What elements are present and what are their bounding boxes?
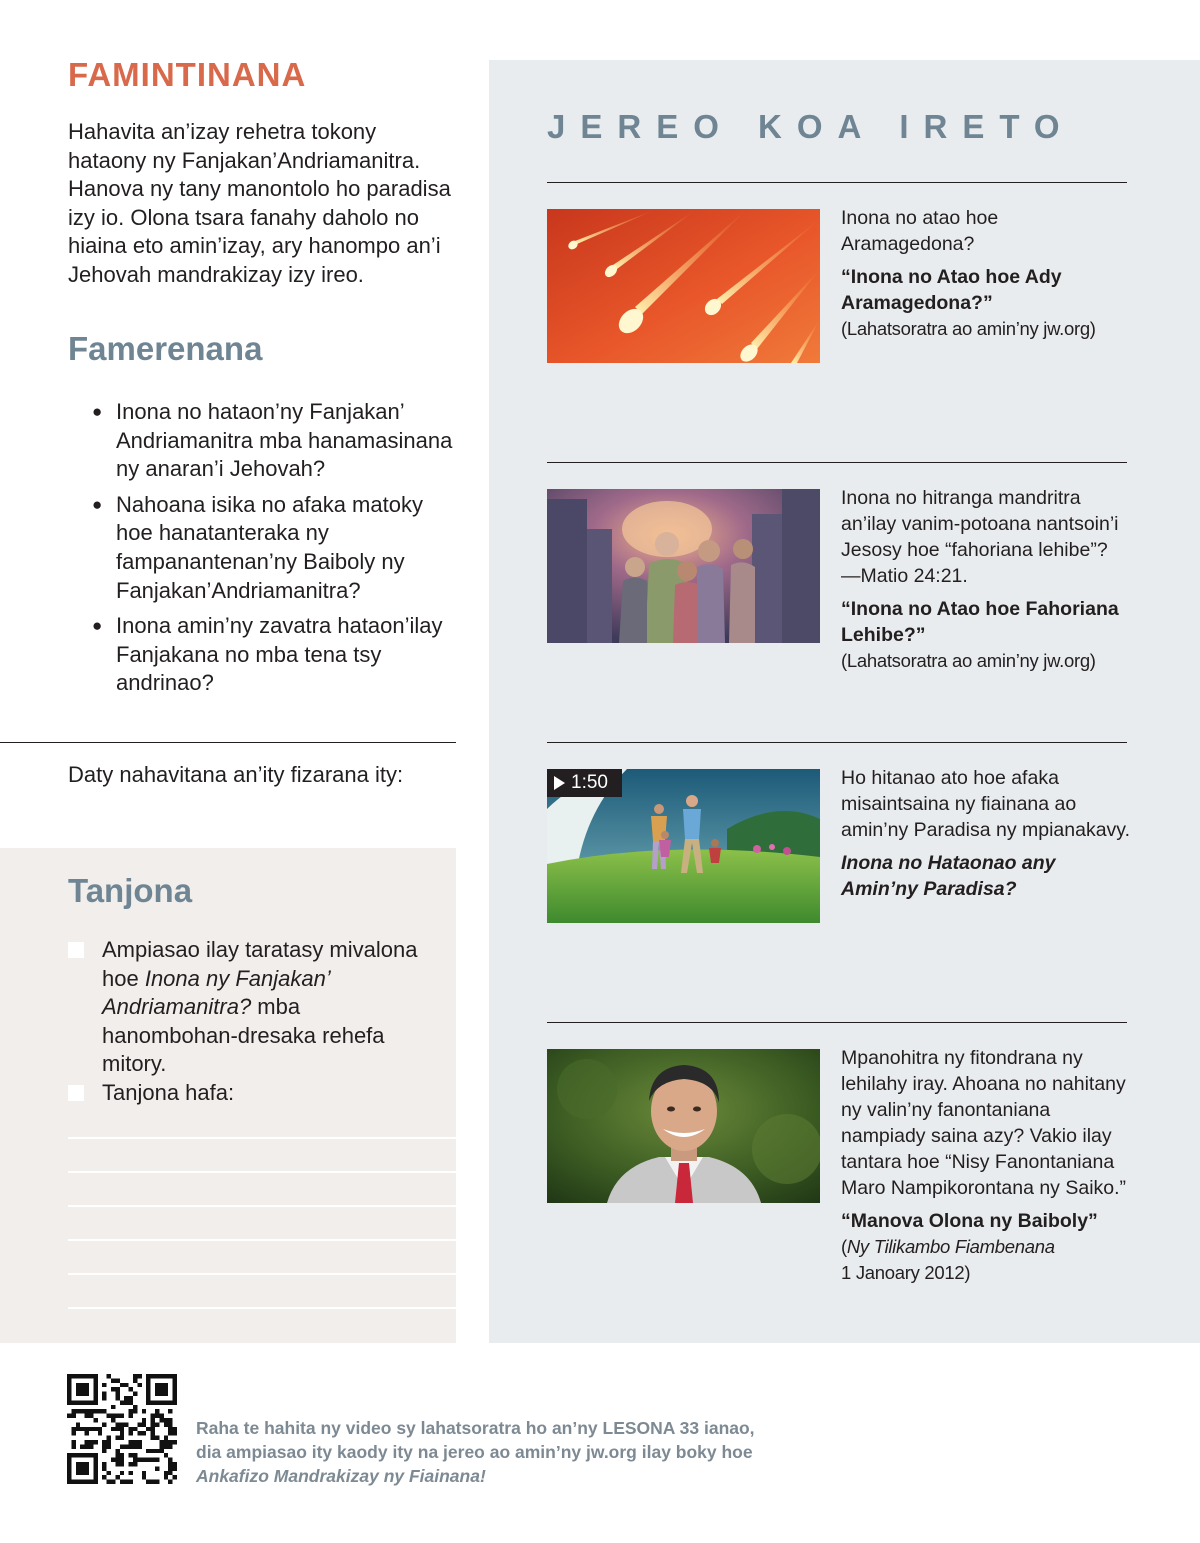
review-question: Inona amin’ny zavatra hataon’ilay Fanjakana no mba tena tsy andrinao? xyxy=(116,613,443,696)
source-paren: ( xyxy=(841,1236,847,1257)
section-divider xyxy=(0,742,456,743)
see-also-heading: JEREO KOA IRETO xyxy=(547,108,1075,145)
item-divider xyxy=(547,1022,1127,1023)
item-question: Inona no hitranga mandritra an’ilay vanim-potoana nantsoin’i Jesosy hoe “fahoriana lehibe”? —Matio 24:21. xyxy=(841,487,1119,587)
item-question: Ho hitanao ato hoe afaka misaintsaina ny fiainana ao amin’ny Paradisa ny mpianakavy. xyxy=(841,767,1131,841)
writing-line[interactable] xyxy=(68,1205,456,1207)
writing-line[interactable] xyxy=(68,1137,456,1139)
article-link-title[interactable]: “Inona no Atao hoe Ady Aramagedona?” xyxy=(841,266,1062,314)
goal-text-part: mba hanombohan-dresaka rehefa mitory. xyxy=(102,994,385,1077)
review-question: Inona no hataon’ny Fanjakan’ Andriamanitra mba hanamasinana ny anaran’i Jehovah? xyxy=(116,399,453,482)
completion-date-label: Daty nahavitana an’ity fizarana ity: xyxy=(68,762,404,787)
review-question-list xyxy=(92,398,462,705)
list-item xyxy=(92,491,462,605)
video-duration: 1:50 xyxy=(571,772,608,793)
goal-text-part: Ampiasao ilay taratasy mivalona hoe xyxy=(102,937,418,991)
magazine-title: Ny Tilikambo Fiambenana xyxy=(846,1236,1055,1257)
item-divider xyxy=(547,182,1127,183)
article-source: (Lahatsoratra ao amin’ny jw.org) xyxy=(841,650,1096,671)
writing-line[interactable] xyxy=(68,1273,456,1275)
list-item xyxy=(92,612,462,698)
summary-heading: FAMINTINANA xyxy=(68,56,307,93)
goal-heading: Tanjona xyxy=(68,872,193,909)
item-divider xyxy=(547,462,1127,463)
item-divider xyxy=(547,742,1127,743)
article-source: (Lahatsoratra ao amin’ny jw.org) xyxy=(841,318,1096,339)
play-icon xyxy=(554,776,565,790)
article-link-title[interactable]: “Inona no Atao hoe Fahoriana Lehibe?” xyxy=(841,598,1119,646)
goal-item-other xyxy=(68,1079,432,1108)
goal-checkbox[interactable] xyxy=(68,1085,84,1101)
qr-code-icon[interactable] xyxy=(67,1374,177,1484)
bullet-icon: ● xyxy=(92,494,103,514)
video-link-title[interactable]: Inona no Hataonao any Amin’ny Paradisa? xyxy=(841,852,1056,900)
goal-item-text: Tanjona hafa: xyxy=(102,1080,235,1105)
footer-note xyxy=(196,1416,756,1488)
writing-line[interactable] xyxy=(68,1171,456,1173)
bullet-icon: ● xyxy=(92,402,103,421)
item-question: Inona no atao hoe Aramagedona? xyxy=(841,207,999,255)
see-also-item xyxy=(841,765,1131,902)
goal-checkbox[interactable] xyxy=(68,942,84,958)
man-portrait-image[interactable] xyxy=(547,1049,820,1203)
see-also-item xyxy=(841,1045,1131,1286)
meteors-image[interactable] xyxy=(547,209,820,363)
family-destruction-image[interactable] xyxy=(547,489,820,643)
bullet-icon: ● xyxy=(92,616,103,636)
goal-item-text xyxy=(102,936,432,1079)
article-link-title[interactable]: “Manova Olona ny Baiboly” xyxy=(841,1210,1098,1232)
book-title: Ankafizo Mandrakizay ny Fiainana! xyxy=(196,1466,486,1486)
review-question: Nahoana isika no afaka matoky hoe hanatanteraka ny fampanantenan’ny Baiboly ny Fanjakan’Andriamanitra? xyxy=(116,491,423,603)
writing-line[interactable] xyxy=(68,1307,456,1309)
summary-paragraph: Hahavita an’izay rehetra tokony hataony ny Fanjakan’Andriamanitra. Hanova ny tany manontolo ho paradisa izy io. Olona tsara fanahy daholo no hiaina eto amin’izay, ary hanompo an’i Jehovah mandrakizay izy ireo. xyxy=(68,119,451,287)
magazine-date: 1 Janoary 2012) xyxy=(841,1262,971,1283)
video-duration-badge[interactable] xyxy=(547,769,622,797)
list-item xyxy=(92,398,462,484)
leaflet-title: Inona ny Fanjakan’ Andriamanitra? xyxy=(102,965,330,1020)
footer-text-part: Raha te hahita ny video sy lahatsoratra ho an’ny LESONA 33 ianao, dia ampiasao ity kaody ity na jereo ao amin’ny jw.org ilay boky hoe xyxy=(196,1418,755,1462)
item-question: Mpanohitra ny fitondrana ny lehilahy iray. Ahoana no nahitany ny valin’ny fanontaniana nampiady saina azy? Vakio ilay tantara hoe “Nisy Fanontaniana Maro Nampikorontana ny Saiko.” xyxy=(841,1047,1127,1199)
see-also-item xyxy=(841,485,1131,674)
goal-item-leaflet xyxy=(68,936,432,1079)
writing-line[interactable] xyxy=(68,1239,456,1241)
review-heading: Famerenana xyxy=(68,330,263,367)
see-also-item xyxy=(841,205,1131,342)
article-source xyxy=(841,1234,1131,1286)
